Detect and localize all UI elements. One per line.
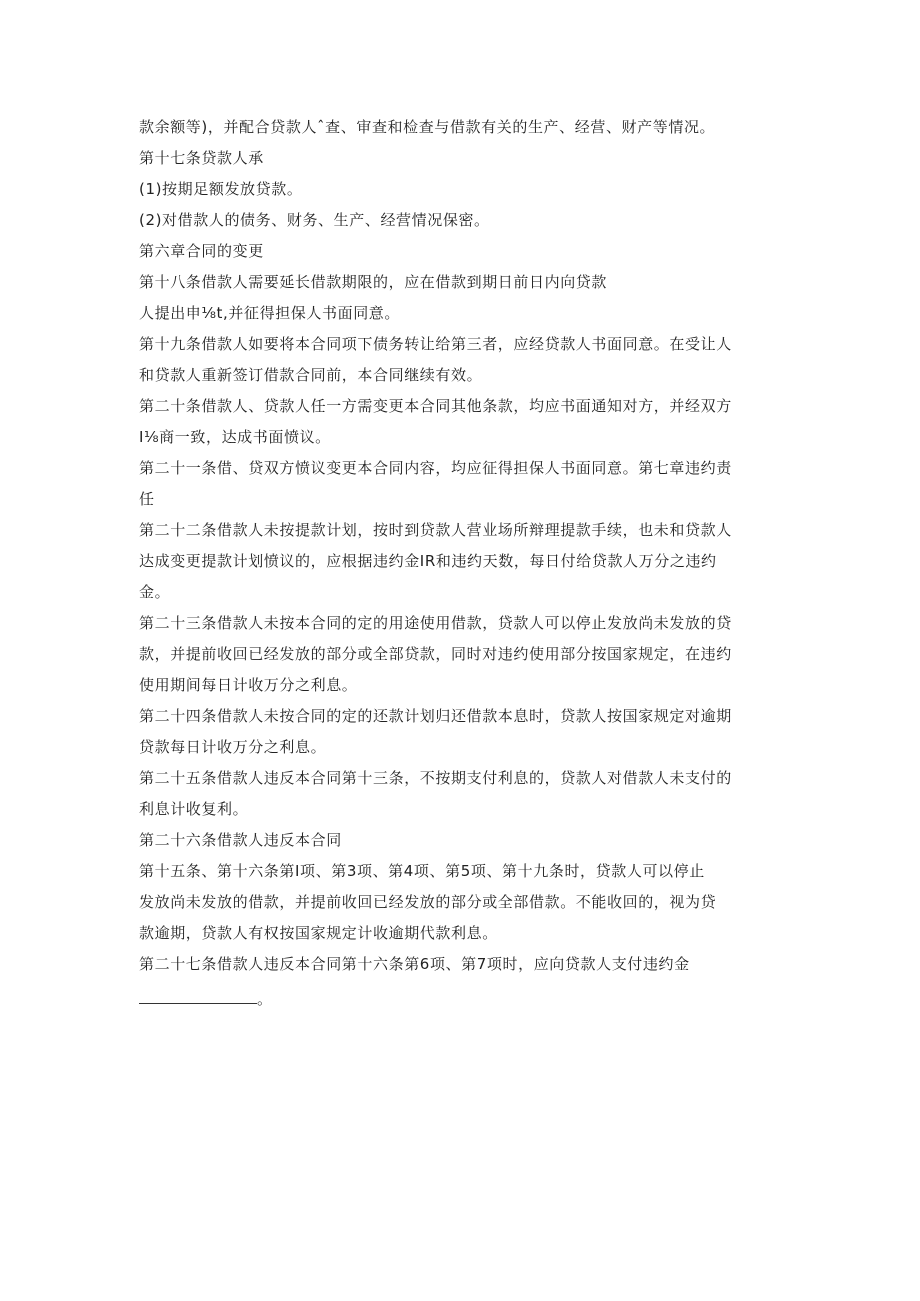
paragraph-line: 款余额等)，并配合贷款人ˆ查、审查和检查与借款有关的生产、经营、财产等情况。	[139, 118, 716, 136]
paragraph-line: 第二十七条借款人违反本合同第十六条第6项、第7项时，应向贷款人支付违约金	[139, 955, 690, 973]
paragraph-line: 发放尚未发放的借款，并提前收回已经发放的部分或全部借款。不能收回的，视为贷	[139, 893, 717, 911]
paragraph-line: 使用期间每日计收万分之利息。	[139, 676, 358, 694]
paragraph-line: 贷款每日计收万分之利息。	[139, 738, 327, 756]
paragraph-line: 第二十一条借、贷双方愤议变更本合同内容，均应征得担保人书面同意。第七章违约责	[139, 459, 732, 477]
paragraph-line: 第十八条借款人需要延长借款期限的，应在借款到期日前日内向贷款	[139, 273, 608, 291]
contract-text	[139, 112, 789, 1018]
paragraph-line: (1)按期足额发放贷款。	[139, 180, 303, 198]
paragraph-line: 人提出申⅛t,并征得担保人书面同意。	[139, 304, 400, 322]
blank-underline	[139, 985, 257, 1004]
paragraph-line: 利息计收复利。	[139, 800, 249, 818]
paragraph-line: 第二十六条借款人违反本合同	[139, 831, 342, 849]
paragraph-line: 第二十五条借款人违反本合同第十三条，不按期支付利息的，贷款人对借款人未支付的	[139, 769, 732, 787]
paragraph-line: 第二十四条借款人未按合同的定的还款计划归还借款本息时，贷款人按国家规定对逾期	[139, 707, 732, 725]
paragraph-line: 第二十条借款人、贷款人任一方需变更本合同其他条款，均应书面通知对方，并经双方	[139, 397, 732, 415]
paragraph-line: 达成变更提款计划愤议的，应根据违约金IR和违约天数，每日付给贷款人万分之违约	[139, 552, 717, 570]
paragraph-line: 和贷款人重新签订借款合同前，本合同继续有效。	[139, 366, 483, 384]
paragraph-line: 第二十三条借款人未按本合同的定的用途使用借款，贷款人可以停止发放尚未发放的贷	[139, 614, 732, 632]
paragraph-line: 款，并提前收回已经发放的部分或全部贷款，同时对违约使用部分按国家规定，在违约	[139, 645, 732, 663]
chapter-heading: 第六章合同的变更	[139, 242, 264, 260]
paragraph-line: 第十七条贷款人承	[139, 149, 264, 167]
paragraph-line: 第十九条借款人如要将本合同项下债务转让给第三者，应经贷款人书面同意。在受让人	[139, 335, 732, 353]
paragraph-line: 第二十二条借款人未按提款计划，按时到贷款人营业场所辩理提款手续，也未和贷款人	[139, 521, 732, 539]
paragraph-line: 款逾期，贷款人有权按国家规定计收逾期代款利息。	[139, 924, 498, 942]
fill-in-line	[139, 980, 789, 1018]
paragraph-line: 金。	[139, 583, 171, 601]
paragraph-line: (2)对借款人的债务、财务、生产、经营情况保密。	[139, 211, 490, 229]
paragraph-line: 任	[139, 490, 155, 508]
final-punctuation: 。	[257, 990, 273, 1008]
paragraph-line: 第十五条、第十六条第I项、第3项、第4项、第5项、第十九条时，贷款人可以停止	[139, 862, 705, 880]
paragraph-line: I⅛商一致，达成书面愤议。	[139, 428, 331, 446]
